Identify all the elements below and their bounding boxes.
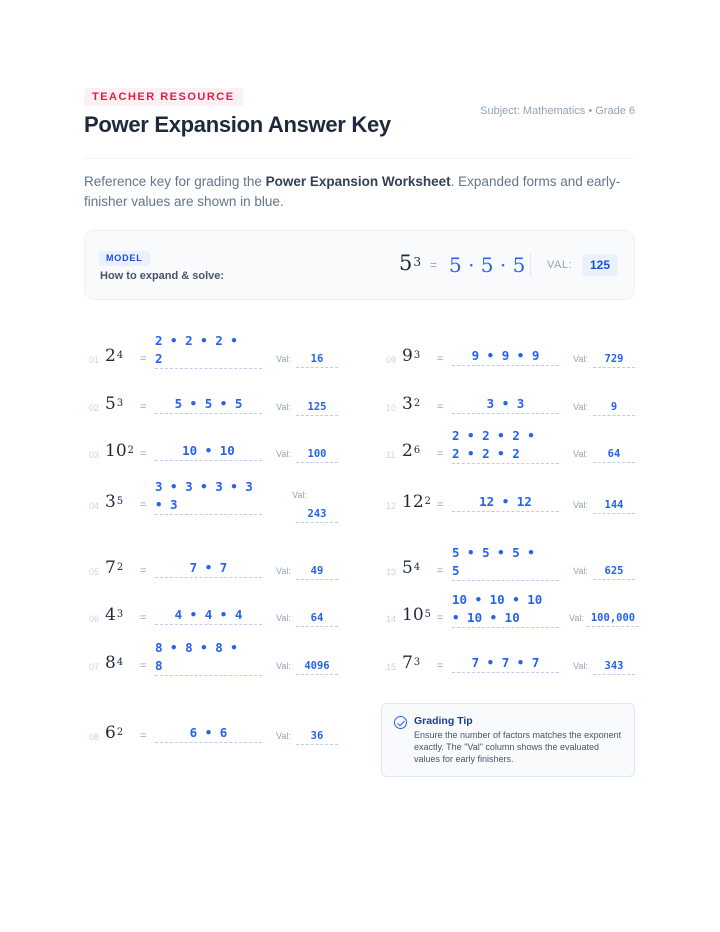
problem-power [402, 558, 420, 578]
problem-equals: = [140, 448, 147, 460]
problem-power [105, 492, 123, 512]
problem-expansion: 7 • 7 [155, 559, 262, 578]
problem-row [84, 431, 340, 477]
problem-number: 12 [386, 501, 397, 511]
problem-value: 100 [296, 446, 338, 463]
problem-number: 05 [89, 567, 100, 577]
problem-value: 343 [593, 658, 635, 675]
problem-row [84, 713, 340, 759]
problem-exponent: 5 [116, 495, 124, 507]
problem-base: 12 [402, 492, 424, 512]
problem-equals: = [140, 730, 147, 742]
problem-exponent: 3 [413, 349, 421, 361]
model-divider [530, 253, 531, 277]
problem-base: 10 [402, 605, 424, 625]
problem-power [105, 441, 134, 461]
page-title: Power Expansion Answer Key [84, 112, 391, 137]
intro-text-end: . Expanded forms and early-finisher values are shown in blue. [84, 174, 621, 209]
problem-value: 49 [296, 563, 338, 580]
problem-expansion: 4 • 4 • 4 [155, 606, 262, 625]
problem-value: 16 [296, 351, 338, 368]
teacher-resource-badge: TEACHER RESOURCE [84, 88, 243, 106]
problem-exponent: 4 [116, 656, 124, 668]
problem-number: 09 [386, 355, 397, 365]
problem-row [84, 479, 340, 528]
val-label: Val: [292, 490, 307, 500]
problem-row [84, 384, 340, 430]
problem-row [381, 428, 637, 477]
problem-number: 04 [89, 501, 100, 511]
problem-expansion: 3 • 3 [452, 395, 559, 414]
val-label: Val: [573, 500, 588, 510]
problem-equals: = [437, 353, 444, 365]
problem-base: 2 [105, 346, 116, 366]
problem-power [402, 605, 431, 625]
problem-row [381, 482, 637, 528]
problem-number: 01 [89, 355, 100, 365]
problem-equals: = [437, 499, 444, 511]
val-label: Val: [573, 402, 588, 412]
problem-base: 5 [402, 558, 413, 578]
grading-tip-callout [381, 703, 635, 777]
problem-equals: = [140, 660, 147, 672]
problem-number: 10 [386, 403, 397, 413]
problem-row [84, 595, 340, 641]
problem-number: 03 [89, 450, 100, 460]
problem-base: 10 [105, 441, 127, 461]
problem-exponent: 2 [116, 726, 124, 738]
problem-expansion: 5 • 5 • 5 • 5 [452, 544, 559, 581]
problem-equals: = [140, 353, 147, 365]
model-exponent: 3 [413, 254, 422, 269]
val-label: Val: [276, 566, 291, 576]
problem-equals: = [140, 612, 147, 624]
problem-power [402, 346, 420, 366]
val-label: Val: [573, 566, 588, 576]
val-label: Val: [276, 449, 291, 459]
problem-power [402, 492, 431, 512]
model-value: 125 [582, 254, 618, 276]
problem-base: 3 [105, 492, 116, 512]
problem-value: 36 [296, 728, 338, 745]
problem-row [381, 384, 637, 430]
val-label: Val: [276, 354, 291, 364]
tip-body: Ensure the number of factors matches the exponent exactly. The "Val" column shows the evaluated values for early finishers. [414, 730, 622, 764]
problem-expansion: 6 • 6 [155, 724, 262, 743]
problem-equals: = [437, 401, 444, 413]
problem-power [402, 394, 420, 414]
val-label: Val: [569, 613, 584, 623]
problem-base: 2 [402, 441, 413, 461]
problem-base: 3 [402, 394, 413, 414]
val-label: Val: [573, 354, 588, 364]
problem-base: 8 [105, 653, 116, 673]
model-tag: MODEL [99, 251, 150, 266]
problem-number: 06 [89, 614, 100, 624]
subject-grade-label: Subject: Mathematics • Grade 6 [480, 105, 635, 117]
problem-value: 144 [593, 497, 635, 514]
problem-power [105, 558, 123, 578]
problem-exponent: 5 [424, 608, 431, 620]
intro-worksheet-name: Power Expansion Worksheet [265, 174, 451, 189]
problem-value: 243 [296, 506, 338, 523]
problem-equals: = [437, 448, 444, 460]
problem-equals: = [140, 565, 147, 577]
problem-exponent: 3 [116, 608, 124, 620]
problem-number: 13 [386, 567, 397, 577]
problem-number: 08 [89, 732, 100, 742]
problem-row [381, 643, 637, 689]
model-val-label: VAL: [547, 259, 573, 271]
intro-text-start: Reference key for grading the [84, 174, 266, 189]
problem-number: 02 [89, 403, 100, 413]
problem-value: 4096 [296, 658, 338, 675]
problem-exponent: 2 [127, 444, 134, 456]
problem-equals: = [437, 565, 444, 577]
problem-base: 5 [105, 394, 116, 414]
problem-base: 7 [105, 558, 116, 578]
val-label: Val: [276, 402, 291, 412]
problem-power [105, 394, 123, 414]
problem-value: 625 [593, 563, 635, 580]
problem-expansion: 3 • 3 • 3 • 3 • 3 [155, 478, 262, 515]
problem-exponent: 4 [116, 349, 124, 361]
val-label: Val: [276, 661, 291, 671]
problem-row [84, 640, 340, 689]
problem-expansion: 2 • 2 • 2 • 2 • 2 • 2 [452, 427, 559, 464]
problem-value: 9 [593, 399, 635, 416]
problem-expansion: 8 • 8 • 8 • 8 [155, 639, 262, 676]
problem-expansion: 10 • 10 • 10 • 10 • 10 [452, 591, 559, 628]
check-circle-icon [394, 716, 407, 729]
intro-paragraph [84, 172, 624, 212]
problem-base: 4 [105, 605, 116, 625]
val-label: Val: [276, 613, 291, 623]
problem-value: 64 [296, 610, 338, 627]
problem-number: 14 [386, 614, 397, 624]
problem-value: 729 [593, 351, 635, 368]
problem-power [402, 653, 420, 673]
val-label: Val: [573, 661, 588, 671]
problem-equals: = [140, 499, 147, 511]
problem-expansion: 12 • 12 [452, 493, 559, 512]
problem-exponent: 3 [116, 397, 124, 409]
problem-base: 6 [105, 723, 116, 743]
problem-expansion: 7 • 7 • 7 [452, 654, 559, 673]
problem-expansion: 2 • 2 • 2 • 2 [155, 332, 262, 369]
problem-number: 07 [89, 662, 100, 672]
problem-expansion: 9 • 9 • 9 [452, 347, 559, 366]
problem-row [381, 336, 637, 382]
problem-power [402, 441, 420, 461]
problem-equals: = [437, 612, 444, 624]
header-divider [84, 158, 635, 159]
problem-exponent: 6 [413, 444, 421, 456]
problem-power [105, 653, 123, 673]
model-expansion: 5 · 5 · 5 [449, 253, 526, 277]
problem-row [84, 548, 340, 594]
problem-exponent: 2 [413, 397, 421, 409]
problem-value: 64 [593, 446, 635, 463]
problem-row [84, 333, 340, 382]
val-label: Val: [276, 731, 291, 741]
problem-exponent: 3 [413, 656, 421, 668]
problem-equals: = [437, 660, 444, 672]
problem-number: 15 [386, 662, 397, 672]
model-equals: = [430, 258, 438, 272]
model-example-card [84, 230, 635, 300]
problem-power [105, 605, 123, 625]
model-power [399, 251, 421, 275]
problem-equals: = [140, 401, 147, 413]
model-base-number: 5 [399, 251, 413, 275]
problem-power [105, 346, 123, 366]
problem-number: 11 [386, 450, 396, 460]
problem-row [381, 592, 637, 641]
problem-expansion: 10 • 10 [155, 442, 262, 461]
problem-value: 100,000 [587, 610, 639, 627]
problem-exponent: 4 [413, 561, 421, 573]
problem-power [105, 723, 123, 743]
problem-expansion: 5 • 5 • 5 [155, 395, 262, 414]
model-instruction: How to expand & solve: [100, 270, 225, 282]
problem-base: 9 [402, 346, 413, 366]
problem-exponent: 2 [116, 561, 124, 573]
problem-base: 7 [402, 653, 413, 673]
problem-row [381, 545, 637, 594]
val-label: Val: [573, 449, 588, 459]
problem-exponent: 2 [424, 495, 431, 507]
problem-value: 125 [296, 399, 338, 416]
tip-title: Grading Tip [414, 715, 473, 727]
